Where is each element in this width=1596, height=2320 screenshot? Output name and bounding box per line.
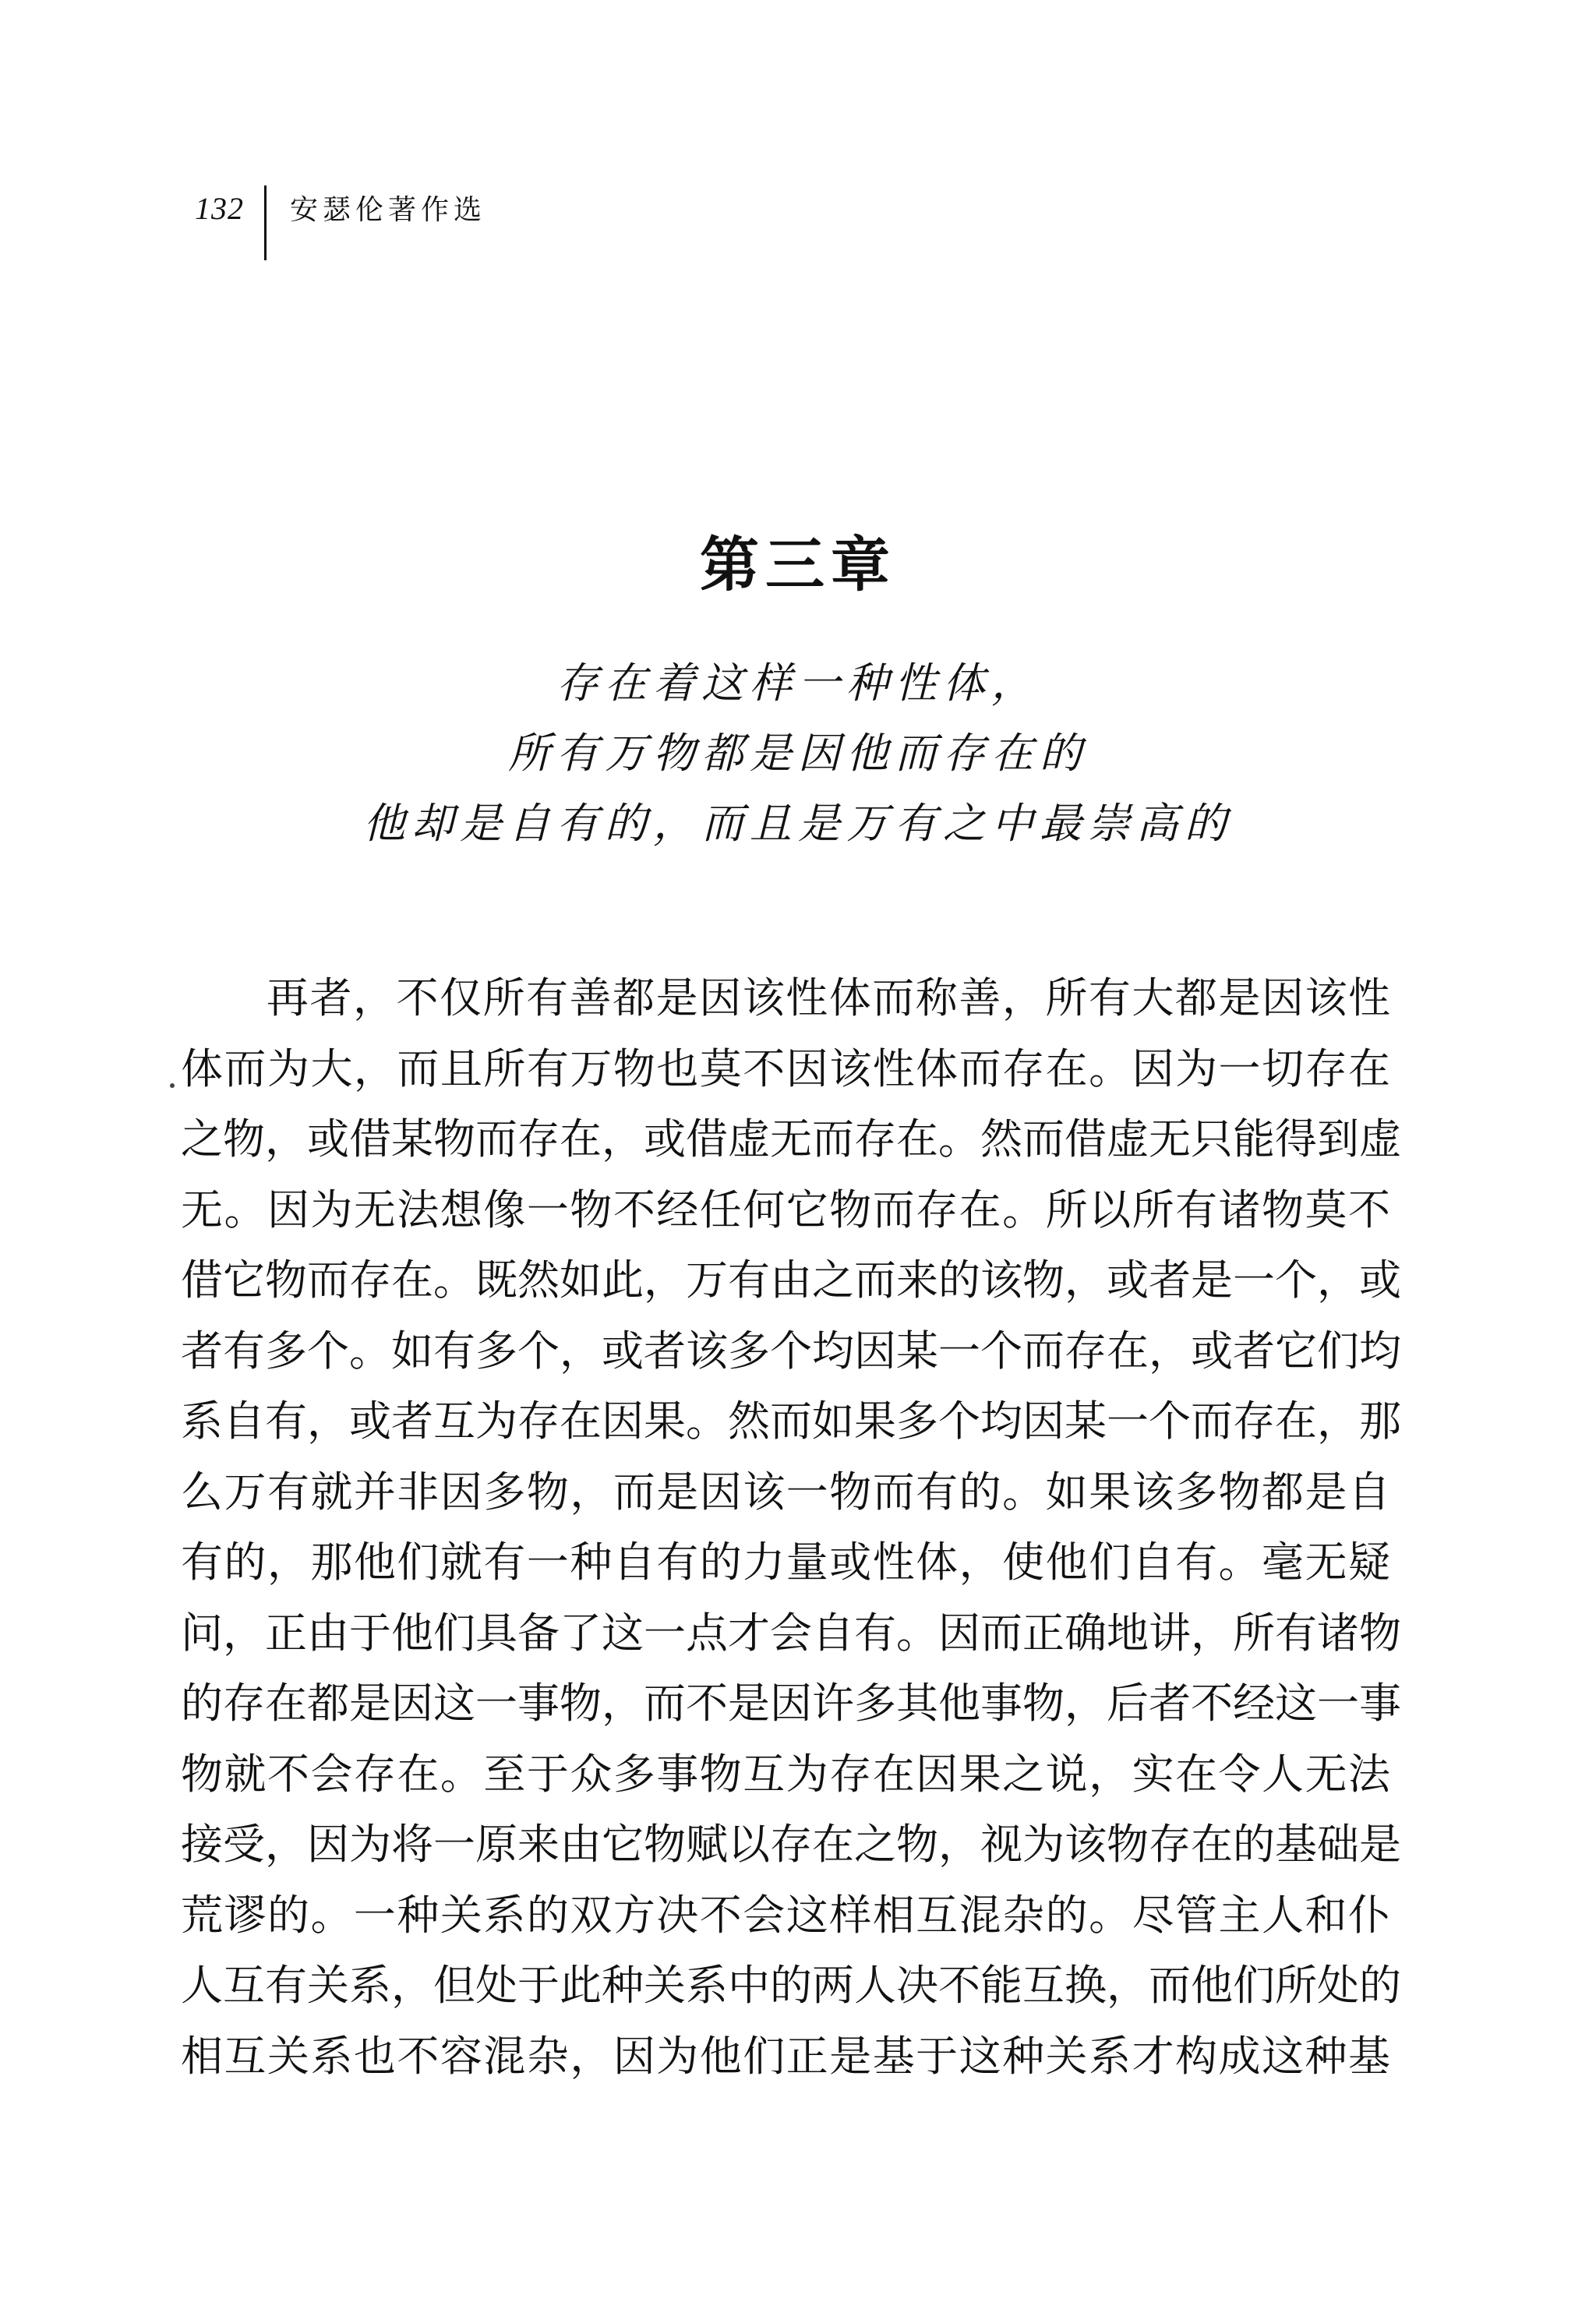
text-line: 之物，或借某物而存在，或借虚无而存在。然而借虚无只能得到虚 (181, 1114, 1401, 1164)
subtitle-line: 存在着这样一种性体， (556, 659, 1040, 708)
text-line: 荒谬的。一种关系的双方决不会这样相互混杂的。尽管主人和仆 (181, 1890, 1390, 1940)
subtitle-line: 他却是自有的，而且是万有之中最崇高的 (363, 799, 1233, 848)
text-line: 借它物而存在。既然如此，万有由之而来的该物，或者是一个，或 (181, 1255, 1401, 1305)
scan-speck (170, 1083, 175, 1088)
text-line: 再者，不仅所有善都是因该性体而称善，所有大都是因该性 (267, 973, 1390, 1022)
text-line: 物就不会存在。至于众多事物互为存在因果之说，实在令人无法 (181, 1749, 1390, 1799)
text-line: 系自有，或者互为存在因果。然而如果多个均因某一个而存在，那 (181, 1397, 1401, 1446)
text-line: 者有多个。如有多个，或者该多个均因某一个而存在，或者它们均 (181, 1326, 1401, 1375)
book-title: 安瑟伦著作选 (290, 194, 487, 226)
text-line: 相互关系也不容混杂，因为他们正是基于这种关系才构成这种基 (181, 2031, 1390, 2081)
text-line: 问，正由于他们具备了这一点才会自有。因而正确地讲，所有诸物 (181, 1608, 1401, 1658)
page-number: 132 (195, 191, 244, 226)
text-line: 无。因为无法想像一物不经任何它物而存在。所以所有诸物莫不 (181, 1185, 1390, 1234)
text-line: 么万有就并非因多物，而是因该一物而有的。如果该多物都是自 (181, 1467, 1390, 1517)
text-line: 有的，那他们就有一种自有的力量或性体，使他们自有。毫无疑 (181, 1538, 1390, 1587)
text-line: 的存在都是因这一事物，而不是因许多其他事物，后者不经这一事 (181, 1679, 1401, 1728)
chapter-subtitle (0, 648, 1596, 859)
text-line: 人互有关系，但处于此种关系中的两人决不能互换，而他们所处的 (181, 1961, 1401, 2010)
text-line: 体而为大，而且所有万物也莫不因该性体而存在。因为一切存在 (181, 1043, 1390, 1093)
body-paragraph (181, 963, 1401, 2092)
running-head (195, 185, 486, 260)
text-line: 接受，因为将一原来由它物赋以存在之物，视为该物存在的基础是 (181, 1820, 1401, 1869)
subtitle-line: 所有万物都是因他而存在的 (508, 729, 1088, 778)
chapter-title: 第三章 (700, 530, 896, 599)
